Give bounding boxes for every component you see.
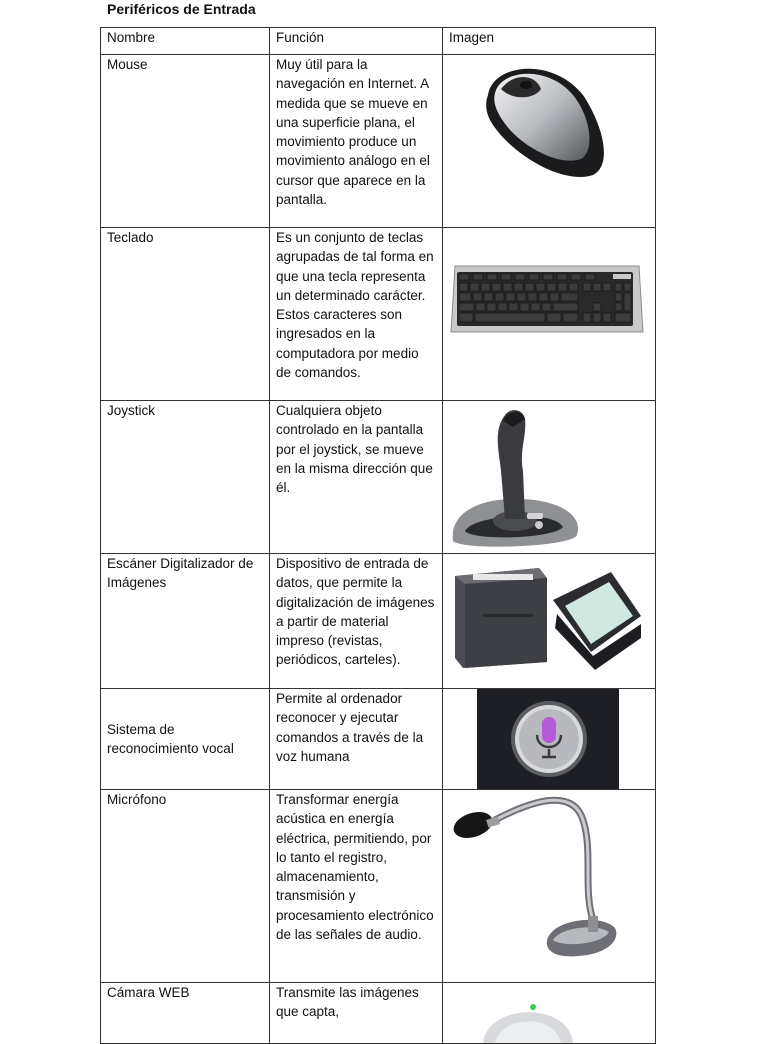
row-image: [443, 790, 656, 983]
row-image: [443, 689, 656, 790]
joystick-photo-icon: [443, 401, 656, 553]
row-name: Micrófono: [101, 790, 270, 983]
row-function: Transformar energía acústica en energía eléctrica, permitiendo, por lo tanto el registro, almacenamiento, transmisión y procesamiento electrónico de las señales de audio.: [270, 790, 443, 983]
table-row: [101, 790, 656, 983]
table-row: [101, 554, 656, 689]
table-row: [101, 689, 656, 790]
header-image: Imagen: [443, 28, 656, 55]
row-name: Joystick: [101, 401, 270, 554]
header-name: Nombre: [101, 28, 270, 55]
table-header-row: [101, 28, 656, 55]
row-function: Dispositivo de entrada de datos, que permite la digitalización de imágenes a partir de material impreso (revistas, periódicos, carteles).: [270, 554, 443, 689]
table-row: [101, 228, 656, 401]
document-title: Periféricos de Entrada: [107, 1, 256, 17]
row-image: [443, 554, 656, 689]
row-name: Sistema de reconocimiento vocal: [101, 689, 270, 790]
microphone-photo-icon: [443, 790, 656, 982]
table-row: [101, 55, 656, 228]
peripherals-table: [100, 27, 656, 1044]
row-function: Cualquiera objeto controlado en la pantalla por el joystick, se mueve en la misma dirección que él.: [270, 401, 443, 554]
row-image: [443, 55, 656, 228]
row-function: Transmite las imágenes que capta,: [270, 983, 443, 1044]
keyboard-photo-icon: [443, 228, 656, 400]
table-row: [101, 401, 656, 554]
row-image: [443, 983, 656, 1044]
row-name: Cámara WEB: [101, 983, 270, 1044]
voice-recognition-icon: [443, 689, 656, 789]
row-name: Escáner Digitalizador de Imágenes: [101, 554, 270, 689]
row-function: Permite al ordenador reconocer y ejecutar comandos a través de la voz humana: [270, 689, 443, 790]
scanner-photo-icon: [443, 554, 656, 688]
header-function: Función: [270, 28, 443, 55]
row-function: Muy útil para la navegación en Internet. A medida que se mueve en una superficie plana, el movimiento produce un movimiento análogo en el cursor que aparece en la pantalla.: [270, 55, 443, 228]
row-image: [443, 228, 656, 401]
mouse-photo-icon: [443, 55, 656, 227]
row-name: Teclado: [101, 228, 270, 401]
row-image: [443, 401, 656, 554]
row-function: Es un conjunto de teclas agrupadas de tal forma en que una tecla representa un determinado carácter. Estos caracteres son ingresados en la computadora por medio de comandos.: [270, 228, 443, 401]
webcam-photo-icon: [443, 983, 656, 1043]
table-row: [101, 983, 656, 1044]
row-name: Mouse: [101, 55, 270, 228]
